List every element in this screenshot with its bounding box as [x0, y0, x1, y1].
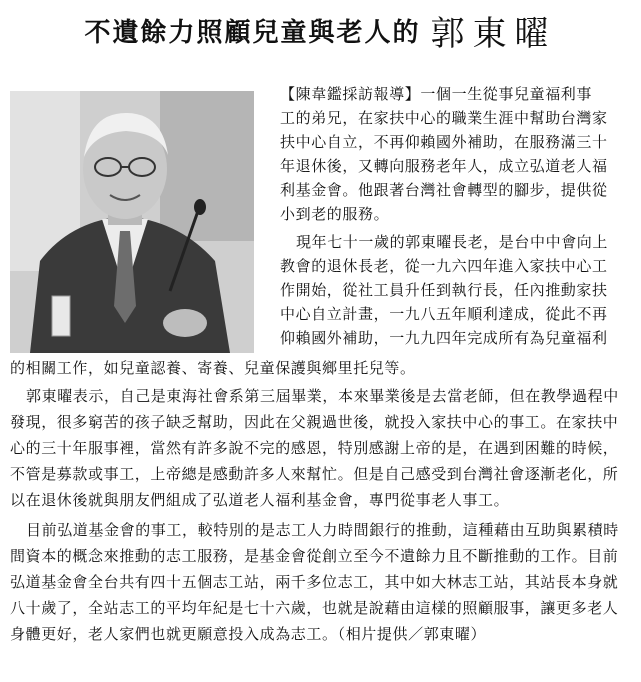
para1-line: 年退休後，又轉向服務老年人，成立弘道老人福	[280, 157, 608, 175]
para1-line: 小到老的服務。	[280, 205, 390, 223]
para2-line: 作開始，從社工員升任到執行長，任內推動家扶	[280, 281, 608, 299]
para4-line: 八十歲了，全站志工的平均年紀是七十六歲，也就是說藉由這樣的照顧服事，讓更多老人	[10, 599, 619, 617]
para3-line: 郭東曜表示，自己是東海社會系第三屆畢業，本來畢業後是去當老師，但在教學過程中	[26, 387, 619, 405]
headline-name: 郭東曜	[430, 14, 557, 54]
para3-line: 以在退休後就與朋友們組成了弘道老人福利基金會，專門從事老人事工。	[10, 491, 510, 509]
para3-line: 不管是募款或事工，上帝總是感動許多人來幫忙。但是自己感受到台灣社會逐漸老化，所	[10, 465, 619, 483]
para4-line: 目前弘道基金會的事工，較特別的是志工人力時間銀行的推動，這種藉由互助與累積時	[26, 521, 619, 539]
para3-line: 發現，很多窮苦的孩子缺乏幫助，因此在父親過世後，就投入家扶中心的事工。在家扶中	[10, 413, 619, 431]
para1-line: 工的弟兄，在家扶中心的職業生涯中幫助台灣家	[280, 109, 608, 127]
para2-line: 仰賴國外補助，一九九四年完成所有為兒童福利	[280, 329, 608, 347]
para1-line: 扶中心自立，不再仰賴國外補助，在服務滿三十	[280, 133, 608, 151]
para3-line: 心的三十年服事裡，當然有許多說不完的感恩，特別感謝上帝的是，在遇到困難的時候，	[10, 439, 619, 457]
para4-line: 身體更好，老人家們也就更願意投入成為志工。（相片提供／郭東曜）	[10, 625, 487, 643]
para1-line: 【陳韋鑑採訪報導】一個一生從事兒童福利事	[280, 85, 593, 103]
para4-line: 間資本的概念來推動的志工服務，是基金會從創立至今不遺餘力且不斷推動的工作。目前	[10, 547, 619, 565]
para2-line: 現年七十一歲的郭東曜長老，是台中中會向上	[296, 233, 609, 251]
para1-line: 利基金會。他跟著台灣社會轉型的腳步，提供從	[280, 181, 608, 199]
para4-line: 弘道基金會全台共有四十五個志工站，兩千多位志工，其中如大林志工站，其站長本身就	[10, 573, 619, 591]
headline-main: 不遺餘力照顧兒童與老人的	[84, 18, 421, 48]
para2-line: 教會的退休長老，從一九六四年進入家扶中心工	[280, 257, 608, 275]
para2-line: 的相關工作，如兒童認養、寄養、兒童保護與鄉里托兒等。	[10, 359, 416, 377]
para2-line: 中心自立計畫，一九八五年順利達成，從此不再	[280, 305, 608, 323]
